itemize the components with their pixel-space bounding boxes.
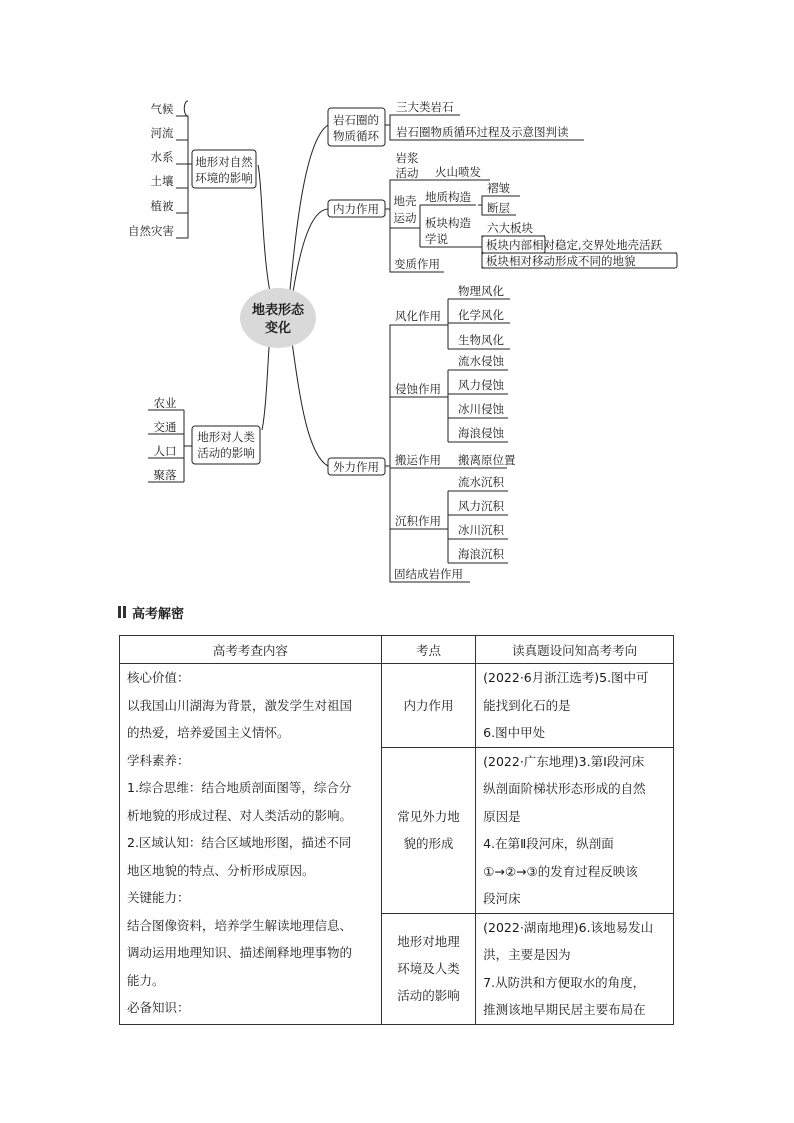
natural-impact-label-1: 地形对自然 (195, 155, 253, 169)
deposition-wind: 风力沉积 (458, 499, 504, 513)
rock-item-three-types: 三大类岩石 (396, 100, 454, 114)
content-line: 关键能力： (127, 890, 190, 905)
center-label-2: 变化 (264, 321, 292, 336)
kaodian-line: 貌的形成 (403, 836, 454, 851)
question-line: 7.从防洪和方便取水的角度， (483, 974, 646, 990)
crust-label-1: 地壳 (393, 194, 417, 208)
content-line: 核心价值： (127, 670, 190, 685)
left-item-river: 河流 (150, 126, 174, 140)
rock-cycle-label-1: 岩石圈的 (333, 113, 379, 127)
section-title (118, 603, 184, 621)
content-line: 1.综合思维：结合地质剖面图等，综合分 (127, 780, 352, 795)
deposition-label: 沉积作用 (395, 514, 441, 528)
crust-label-2: 运动 (393, 211, 417, 225)
plate-theory-label-1: 板块构造 (425, 216, 471, 230)
center-node (240, 288, 316, 348)
center-label-1: 地表形态 (251, 303, 305, 318)
content-line: 学科素养： (127, 752, 190, 768)
transport-item: 搬离原位置 (458, 453, 516, 467)
header-kaodian: 考点 (381, 636, 475, 664)
kaodian-cell (381, 664, 475, 748)
kaodian-line: 活动的影响 (397, 988, 460, 1003)
question-cell (476, 664, 674, 748)
question-line: 段河床 (483, 891, 521, 906)
content-line: 必备知识： (127, 1000, 190, 1015)
magma-label-2: 活动 (395, 166, 419, 180)
human-impact-label-1: 地形对人类 (197, 430, 255, 444)
question-line: (2022·广东地理)3.第Ⅰ段河床 (483, 753, 645, 769)
erosion-wave: 海浪侵蚀 (458, 426, 504, 440)
kaodian-line: 地形对地理 (397, 934, 460, 949)
kaodian-line: 环境及人类 (397, 961, 460, 976)
header-content: 高考考查内容 (120, 636, 382, 664)
natural-impact-label-2: 环境的影响 (195, 171, 253, 185)
content-line: 调动运用地理知识、描述阐释地理事物的 (127, 945, 353, 960)
volcano-label: 火山喷发 (435, 165, 481, 179)
plate-move-label: 板块相对移动形成不同的地貌 (486, 254, 636, 268)
question-line: 原因是 (483, 808, 521, 824)
rock-cycle-label-2: 物质循环 (333, 129, 379, 143)
left-item-transport: 交通 (153, 420, 177, 434)
deposition-water: 流水沉积 (458, 475, 504, 489)
left-item-vegetation: 植被 (150, 199, 174, 213)
erosion-glacier: 冰川侵蚀 (458, 402, 504, 416)
question-line: 纵剖面阶梯状形态形成的自然 (483, 781, 646, 796)
consolidation-label: 固结成岩作用 (394, 567, 463, 581)
kaodian-cell (381, 913, 475, 1024)
question-line: 6.图中甲处 (483, 725, 546, 740)
content-line: 能力。 (127, 972, 165, 988)
question-cell (476, 747, 674, 913)
fold-label: 褶皱 (487, 181, 510, 195)
human-impact-label-2: 活动的影响 (197, 446, 255, 460)
kaodian-cell (381, 747, 475, 913)
rock-item-cycle: 岩石圈物质循环过程及示意图判读 (396, 125, 569, 139)
left-item-climate: 气候 (150, 102, 174, 116)
erosion-label: 侵蚀作用 (395, 382, 441, 396)
six-plates-label: 六大板块 (487, 221, 533, 235)
question-line: (2022·湖南地理)6.该地易发山 (483, 919, 654, 935)
question-line: ①→②→③的发育过程反映该 (483, 863, 638, 879)
weathering-chemical: 化学风化 (458, 308, 504, 322)
left-item-soil: 土壤 (150, 174, 174, 188)
fault-label: 断层 (487, 201, 510, 215)
exam-table (119, 635, 674, 1025)
magma-label-1: 岩浆 (395, 151, 419, 165)
internal-force-label: 内力作用 (333, 202, 379, 216)
section-title-bar-icon (118, 606, 127, 618)
question-line: 4.在第Ⅱ段河床，纵剖面 (483, 836, 614, 851)
header-questions: 读真题设问知高考考向 (476, 636, 674, 664)
table-row (120, 664, 674, 748)
section-title-text: 高考解密 (132, 606, 185, 622)
weathering-biological: 生物风化 (458, 333, 504, 347)
left-item-settlement: 聚落 (153, 468, 177, 482)
external-force-label: 外力作用 (333, 460, 379, 474)
transport-label: 搬运作用 (395, 453, 441, 467)
question-line: 洪，主要是因为 (483, 947, 571, 962)
geo-structure-label: 地质构造 (425, 190, 471, 204)
plate-theory-label-2: 学说 (425, 232, 448, 246)
erosion-water: 流水侵蚀 (458, 354, 504, 368)
left-item-water-system: 水系 (150, 150, 174, 164)
content-line: 结合图像资料，培养学生解读地理信息、 (127, 917, 353, 933)
weathering-label: 风化作用 (395, 309, 441, 323)
content-line: 的热爱，培养爱国主义情怀。 (127, 725, 290, 740)
content-line: 以我国山川湖海为背景，激发学生对祖国 (127, 697, 353, 713)
table-header-row (120, 636, 674, 664)
left-item-agriculture: 农业 (153, 396, 177, 410)
left-item-population: 人口 (153, 444, 177, 458)
deposition-wave: 海浪沉积 (458, 547, 504, 561)
metamorphism-label: 变质作用 (394, 257, 440, 271)
deposition-glacier: 冰川沉积 (458, 523, 504, 537)
kaodian-line: 内力作用 (403, 697, 454, 713)
left-item-disaster: 自然灾害 (128, 224, 174, 238)
kaodian-line: 常见外力地 (397, 809, 460, 824)
question-line: (2022·6月浙江选考)5.图中可 (483, 670, 649, 685)
content-line: 地区地貌的特点、分析形成原因。 (127, 862, 315, 878)
question-line: 能找到化石的是 (483, 697, 571, 713)
erosion-wind: 风力侵蚀 (458, 378, 504, 392)
weathering-physical: 物理风化 (458, 284, 504, 298)
plate-stable-label: 板块内部相对稳定,交界处地壳活跃 (486, 238, 663, 252)
question-line: 推测该地早期民居主要布局在 (483, 1002, 646, 1017)
content-cell (120, 664, 382, 1025)
content-line: 析地貌的形成过程、对人类活动的影响。 (127, 807, 353, 823)
question-cell (476, 913, 674, 1024)
content-line: 2.区域认知：结合区域地形图，描述不同 (127, 835, 352, 850)
